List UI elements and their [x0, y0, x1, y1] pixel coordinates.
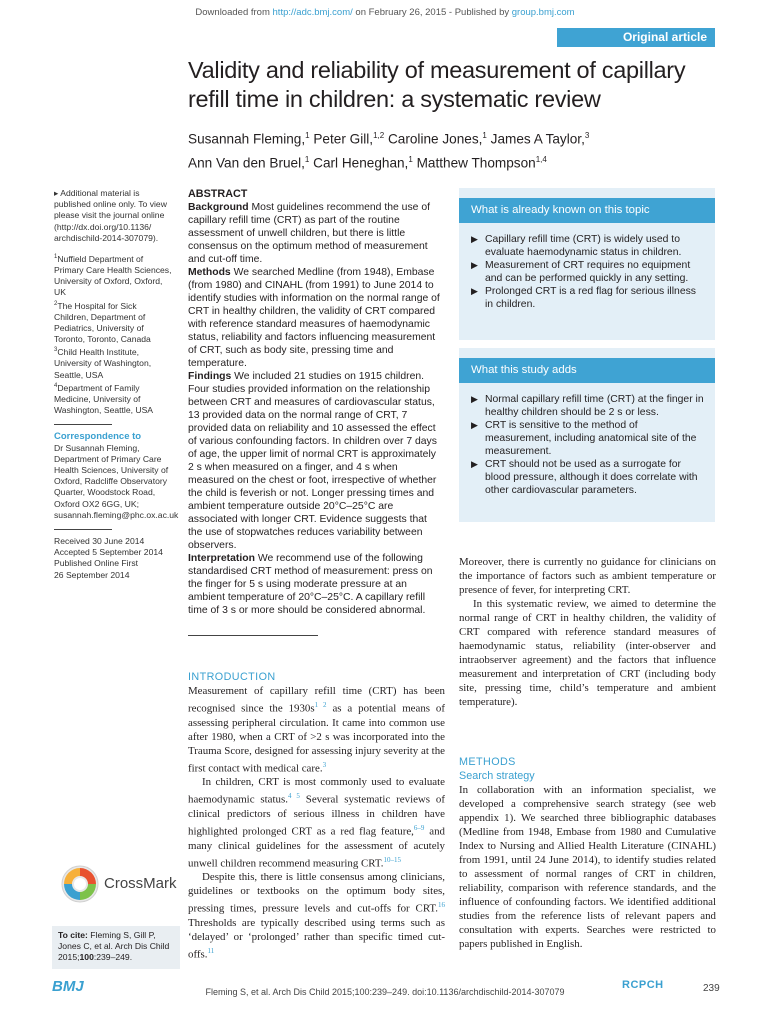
date-line: Accepted 5 September 2014 — [54, 547, 163, 558]
to-cite-box: To cite: Fleming S, Gill P, Jones C, et al. Arch Dis Child 2015;100:239–249. — [52, 926, 180, 969]
abstract-interpretation: Interpretation We recommend use of the following standardised CRT method of measurement: press on the finger for 5 s using moderate pressure at an ambient temperature of 20°C–25°C. A capillary refill time of 3 s or more should be considered abnormal. — [188, 553, 433, 616]
author-list — [188, 126, 718, 173]
crossmark-icon — [60, 864, 100, 904]
methods-subheading: Search strategy — [459, 770, 535, 782]
known-topic-heading: What is already known on this topic — [459, 198, 715, 223]
abstract-heading: ABSTRACT — [188, 188, 248, 200]
bullet-item: ▶ CRT is sensitive to the method of measurement, including anatomical site of the measurement. — [471, 420, 697, 457]
correspondence-heading: Correspondence to — [54, 431, 142, 443]
article-type-banner: Original article — [557, 28, 715, 47]
divider — [54, 424, 112, 425]
abstract-findings: Findings We included 21 studies on 1915 children. Four studies provided information on the relationship between CRT and measures of cardiovascular status, 13 provided data on the normal range of CRT, 7 provided data on reliability and 10 assessed the effect of various confounding factors. In children over 7 days of age, the upper limit of normal CRT is approximately 2 s when measured on a finger, and 4 s when measured on the chest or foot, irrespective of whether the child is feverish or not. Longer pressing times and ambient temperature outside 20°C–25°C are associated with longer CRT. Evidence suggests that the use of stopwatches reduces variability between observers. — [188, 371, 437, 551]
correspondence-address: Dr Susannah Fleming, Department of Primary Care Health Sciences, University of Oxford, Radcliffe Observatory Quarter, Woodstock Road, Oxford OX2 6GG, UK; susannah.fleming@phc.ox.ac.uk — [54, 442, 179, 520]
author-name: Ann Van den Bruel, — [188, 155, 305, 171]
bullet-arrow-icon: ▶ — [471, 286, 478, 296]
publisher-link[interactable]: group.bmj.com — [511, 7, 575, 18]
author-name: Peter Gill, — [309, 131, 374, 147]
intro-paragraph: Despite this, there is little consensus among clinicians, guidelines or textbooks on the optimum body sites, pressing times, pressure levels and cut-offs for CRT.$^{16}$ Thresholds are typically described using terms such as ‘delayed’ or ‘prolonged’ rather than specific timed cut-offs.$^{11}$ — [188, 871, 445, 961]
author-affiliation-marker: 1 — [408, 154, 413, 164]
author-line-1 — [188, 126, 718, 150]
abstract-methods: Methods We searched Medline (from 1948), Embase (from 1980) and CINAHL (from 1991) to June 2014 to identify studies with information on the normal range of CRT in healthy children, the validity of CRT compared with reference standard measures of haemodynamic status, reliability and factors influencing measurement of CRT, such as body site, pressing time and temperature. — [188, 267, 440, 369]
bullet-item: ▶ Prolonged CRT is a red flag for serious illness in children. — [471, 286, 696, 310]
author-line-2 — [188, 150, 718, 174]
abstract-background: Background Most guidelines recommend the use of capillary refill time (CRT) as part of the routine assessment of unwell children, but there is little consensus on the optimum method of measurement and cut-off time. — [188, 202, 430, 265]
affiliation: $^3$Child Health Institute, University of Washington, Seattle, USA — [54, 347, 152, 380]
author-affiliation-marker: 1 — [304, 154, 310, 164]
bullet-item: ▶ Capillary refill time (CRT) is widely used to evaluate haemodynamic status in children. — [471, 234, 682, 258]
abstract — [188, 188, 443, 617]
bullet-item: ▶ Measurement of CRT requires no equipment and can be performed quickly in any setting. — [471, 260, 691, 284]
date-line: Published Online First — [54, 558, 139, 569]
publication-dates — [54, 536, 172, 581]
author-name: Caroline Jones, — [384, 131, 483, 147]
bullet-item: ▶ Normal capillary refill time (CRT) at the finger in healthy children should be 2 s or less. — [471, 394, 704, 418]
intro-paragraph: Measurement of capillary refill time (CRT) has been recognised since the 1930s$^{1 2}$ as a potential means of assessing peripheral circulation. It came into common use after 1980, when a CRT of >2 s was incorporated into the Trauma Score, designed for assessing injury severity at the first contact with medical care.$^3$ — [188, 685, 445, 775]
author-affiliation-marker: 3 — [584, 131, 590, 140]
bullet-arrow-icon: ▶ — [471, 260, 478, 270]
bullet-arrow-icon: ▶ — [471, 394, 478, 404]
methods-section — [459, 755, 716, 951]
study-adds-list — [459, 383, 715, 505]
affiliation: $^1$Nuffield Department of Primary Care Health Sciences, University of Oxford, Oxford, UK — [54, 253, 172, 298]
date-line: 26 September 2014 — [54, 569, 130, 580]
rcpch-logo: RCPCH — [622, 979, 664, 991]
page-footer-citation: Fleming S, et al. Arch Dis Child 2015;100:239–249. doi:10.1136/archdischild-2014-307079 — [205, 987, 565, 997]
bullet-arrow-icon: ▶ — [471, 459, 478, 469]
methods-heading: METHODS — [459, 756, 516, 768]
bullet-arrow-icon: ▶ — [471, 234, 478, 244]
divider — [54, 529, 112, 530]
article-sidebar — [54, 188, 179, 589]
bullet-item: ▶ CRT should not be used as a surrogate for blood pressure, although it does correlate with other cardiovascular parameters. — [471, 459, 698, 496]
bmj-logo: BMJ — [52, 978, 84, 995]
intro-continued — [459, 555, 716, 709]
download-notice: Downloaded from http://adc.bmj.com/ on February 26, 2015 - Published by group.bmj.com — [195, 7, 575, 18]
crossmark-label: CrossMark — [104, 875, 177, 892]
affiliations — [54, 252, 172, 416]
intro-paragraph: In children, CRT is most commonly used to evaluate haemodynamic status.$^{4 5}$ Several systematic reviews of clinical predictors of serious illness in children have highlighted prolonged CRT as a red flag feature,$^{6-9}$ and many clinical guidelines for the assessment of acutely unwell children recommend measuring CRT.$^{10-15}$ — [188, 776, 445, 870]
methods-paragraph: In collaboration with an information specialist, we developed a comprehensive search strategy (see web appendix 1). We searched three bibliographic databases (Medline from 1948, Embase from 1980 and Cumulative Index to Nursing and Allied Health Literature (CINAHL) from 1991, until 24 June 2014), to identify studies related to assessment of normal ranges of CRT in children, reliability, comparison with reference standards, and the influence of confounding factors. We identified additional studies from the reference lists of relevant papers and consultation with experts. Searches were restricted to papers published in English. — [459, 784, 716, 950]
known-topic-list — [459, 223, 715, 319]
author-affiliation-marker: 1,4 — [535, 154, 547, 164]
author-affiliation-marker: 1,2 — [373, 131, 385, 140]
affiliation: $^4$Department of Family Medicine, University of Washington, Seattle, USA — [54, 382, 154, 416]
journal-link[interactable]: http://adc.bmj.com/ — [272, 7, 353, 18]
introduction-heading: INTRODUCTION — [188, 671, 276, 683]
study-adds-heading: What this study adds — [459, 358, 715, 383]
body-paragraph: In this systematic review, we aimed to determine the normal range of CRT in healthy children, the validity of CRT compared with reference standard measures of haemodynamic status, reliability (inter-observer and intraobserver agreement) and the factors that influence measurement and interpretation of CRT (including body site, pressing time, child’s temperature and ambient temperature). — [459, 598, 716, 708]
study-adds-box — [459, 348, 715, 522]
author-affiliation-marker: 1 — [305, 131, 310, 140]
article-title: Validity and reliability of measurement of capillary refill time in children: a systematic review — [188, 57, 686, 112]
affiliation: $^2$The Hospital for Sick Children, Department of Pediatrics, University of Toronto, Toronto, Canada — [54, 300, 151, 345]
supplementary-note: ▸ Additional material is published online only. To view please visit the journal online (http://dx.doi.org/10.1136/ archdischild-2014-307079). — [54, 188, 167, 243]
author-name: Matthew Thompson — [412, 155, 536, 171]
author-name: Carl Heneghan, — [309, 155, 409, 171]
author-name: James A Taylor, — [486, 131, 585, 147]
crossmark-badge[interactable] — [60, 862, 178, 908]
known-topic-box — [459, 188, 715, 340]
page-number: 239 — [703, 983, 720, 994]
date-line: Received 30 June 2014 — [54, 535, 145, 546]
body-paragraph: Moreover, there is currently no guidance for clinicians on the importance of factors such as ambient temperature or presence of fever, for interpreting CRT. — [459, 556, 716, 596]
introduction-section — [188, 670, 445, 961]
divider — [188, 635, 318, 636]
bullet-arrow-icon: ▶ — [471, 420, 478, 430]
author-name: Susannah Fleming, — [188, 131, 306, 147]
author-affiliation-marker: 1 — [482, 131, 487, 140]
